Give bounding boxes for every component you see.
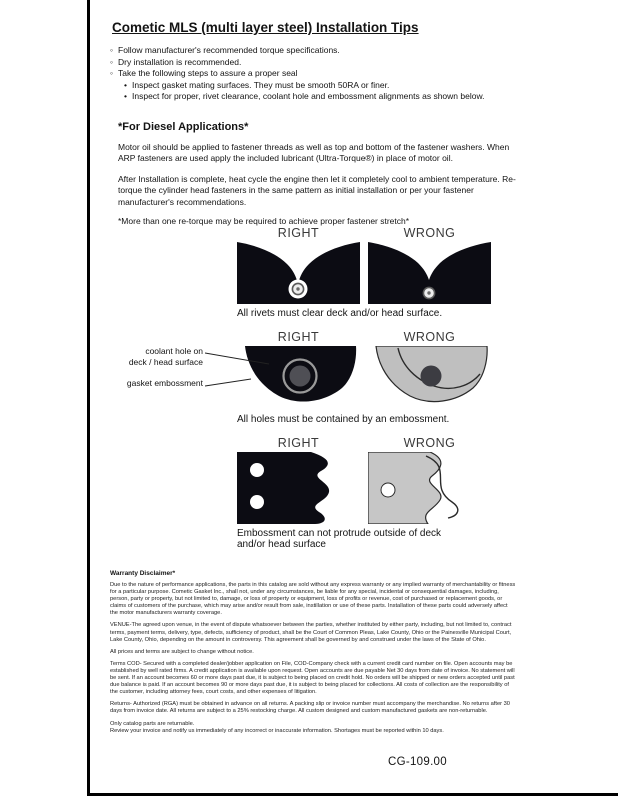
wrong-label: WRONG [403, 226, 456, 240]
list-item [110, 45, 598, 57]
filled-bullet-icon: • [124, 91, 127, 101]
wrong-label: WRONG [403, 436, 456, 450]
right-label: RIGHT [277, 226, 320, 240]
figure-labels-row [237, 330, 491, 344]
list-item [110, 68, 598, 103]
page-number: CG-109.00 [388, 756, 447, 768]
right-label: RIGHT [277, 330, 320, 344]
list-item [124, 80, 598, 92]
figure-caption: All rivets must clear deck and/or head surface. [237, 308, 443, 319]
tip-text: Follow manufacturer's recommended torque specifications. [118, 45, 340, 55]
figure-annotations [115, 346, 203, 389]
protrusion-wrong-diagram [368, 452, 491, 524]
right-label: RIGHT [277, 436, 320, 450]
diesel-applications-heading: *For Diesel Applications* [118, 120, 249, 133]
figure-caption: Embossment can not protrude outside of deck [237, 528, 442, 539]
rivet-right-diagram [237, 242, 360, 304]
open-bullet-icon: ◦ [110, 68, 114, 78]
warranty-heading: Warranty Disclaimer* [110, 570, 176, 577]
subtip-text: Inspect gasket mating surfaces. They must be smooth 50RA or finer. [132, 79, 390, 90]
figures-section [126, 226, 491, 561]
open-bullet-icon: ◦ [110, 56, 114, 67]
rivet-wrong-diagram [368, 242, 491, 304]
figure-panels [237, 346, 491, 410]
warranty-paragraph: Returns- Authorized (RGA) must be obtained in advance on all returns. A packing slip or invoice number must accompany the merchandise. No returns after 30 days from invoice date. All returns are subject to a 25% restocking charge. All custom designed and custom manufactured gaskets are non-returnable. [110, 701, 510, 715]
figure-panels [237, 452, 491, 524]
tip-text: Take the following steps to assure a proper seal [118, 68, 298, 78]
wrong-label: WRONG [403, 330, 456, 344]
coolant-hole-label: deck / head surface [128, 356, 203, 367]
figure-labels-row [237, 436, 491, 450]
retorque-note: *More than one re-torque may be required to achieve proper fastener stretch* [118, 216, 410, 226]
content-area [90, 0, 618, 800]
installation-tips-list [110, 45, 598, 103]
warranty-paragraph: VENUE-The agreed upon venue, in the event of dispute whatsoever between the parties, whether instituted by either party, including, but not limited to, contract terms, payment terms, delivery, type, defects, sufficiency of product, shall be the Court of Common Pleas, Lake County, Ohio or the Painesville Municipal Court, Lake County, Ohio, depending on the amount in controversy. This agreement shall be governed by and construed under the laws of the State of Ohio. [110, 622, 512, 643]
figure-rivet-clearance [237, 226, 491, 319]
filled-bullet-icon: • [124, 79, 127, 90]
protrusion-right-diagram [237, 452, 360, 524]
gasket-embossment-label: gasket embossment [126, 378, 203, 388]
page-title: Cometic MLS (multi layer steel) Installation Tips [112, 20, 419, 35]
coolant-hole-label: coolant hole on [145, 346, 203, 356]
figure-panels [237, 242, 491, 304]
diesel-paragraph-1: Motor oil should be applied to fastener threads as well as top and bottom of the fastener washers. When ARP fasteners are used apply the included lubricant (Ultra-Torque®) in place of motor oil. [118, 141, 510, 163]
warranty-paragraph: Only catalog parts are returnable. [110, 720, 195, 727]
list-item [124, 91, 598, 103]
warranty-paragraph: Terms COD- Secured with a completed dealer/jobber application on File, COD-Company check with a current credit card number on file. Open accounts may be established by well rated firms. A credit application is available upon request. Open accounts are due payable Net 30 days from date of invoice. No statement will be sent. If an account becomes 60 or more days past due, it is subject to being placed on credit hold. No orders will be shipped or new orders accepted until past due balance is paid. If an account becomes 90 or more days past due, it is subject to being placed for collections. All costs of collection are the responsibility of the customer, including attorney fees, court costs, and other expenses of litigation. [110, 660, 515, 696]
figure-caption: All holes must be contained by an embossment. [237, 414, 450, 425]
warranty-paragraph: Review your invoice and notify us immediately of any incorrect or inaccurate information. Shortages must be reported within 10 days. [110, 727, 444, 734]
embossment-right-diagram [237, 346, 360, 410]
figure-embossment-protrusion [237, 436, 491, 550]
warranty-paragraph: All prices and terms are subject to change without notice. [110, 648, 254, 655]
figure-labels-row [237, 226, 491, 240]
open-bullet-icon: ◦ [110, 45, 114, 55]
figure-caption: and/or head surface [237, 539, 326, 550]
figure-embossment-containment [126, 330, 491, 425]
tip-text: Dry installation is recommended. [118, 56, 242, 67]
subtip-text: Inspect for proper, rivet clearance, coolant hole and embossment alignments as shown below. [132, 91, 485, 101]
installation-subtips-list [110, 80, 598, 103]
warranty-paragraph: Due to the nature of performance applications, the parts in this catalog are sold without any express warranty or any implied warranty of merchantability or fitness for a particular purpose. Cometic Gasket Inc., shall not, under any circumstances, be liable for any special, incidental or consequential damages, including, person, party or property, but not limited to, damage, or loss of property or equipment, loss of profits or revenue, cost of purchased or replacement goods, or claims of customers of the purchase, which may arise and/or result from sale, instillation or use of these parts. Installation of these parts could adversely affect the motor manufacturers warranty coverage. [110, 582, 516, 617]
warranty-disclaimer [110, 570, 516, 735]
list-item [110, 57, 598, 69]
embossment-wrong-diagram [368, 346, 491, 410]
diesel-paragraph-2: After Installation is complete, heat cycle the engine then let it completely cool to ambient temperature. Re-torque the cylinder head fasteners in the same pattern as initial installation or per your fastener manufacturer's recommendations. [118, 173, 516, 207]
